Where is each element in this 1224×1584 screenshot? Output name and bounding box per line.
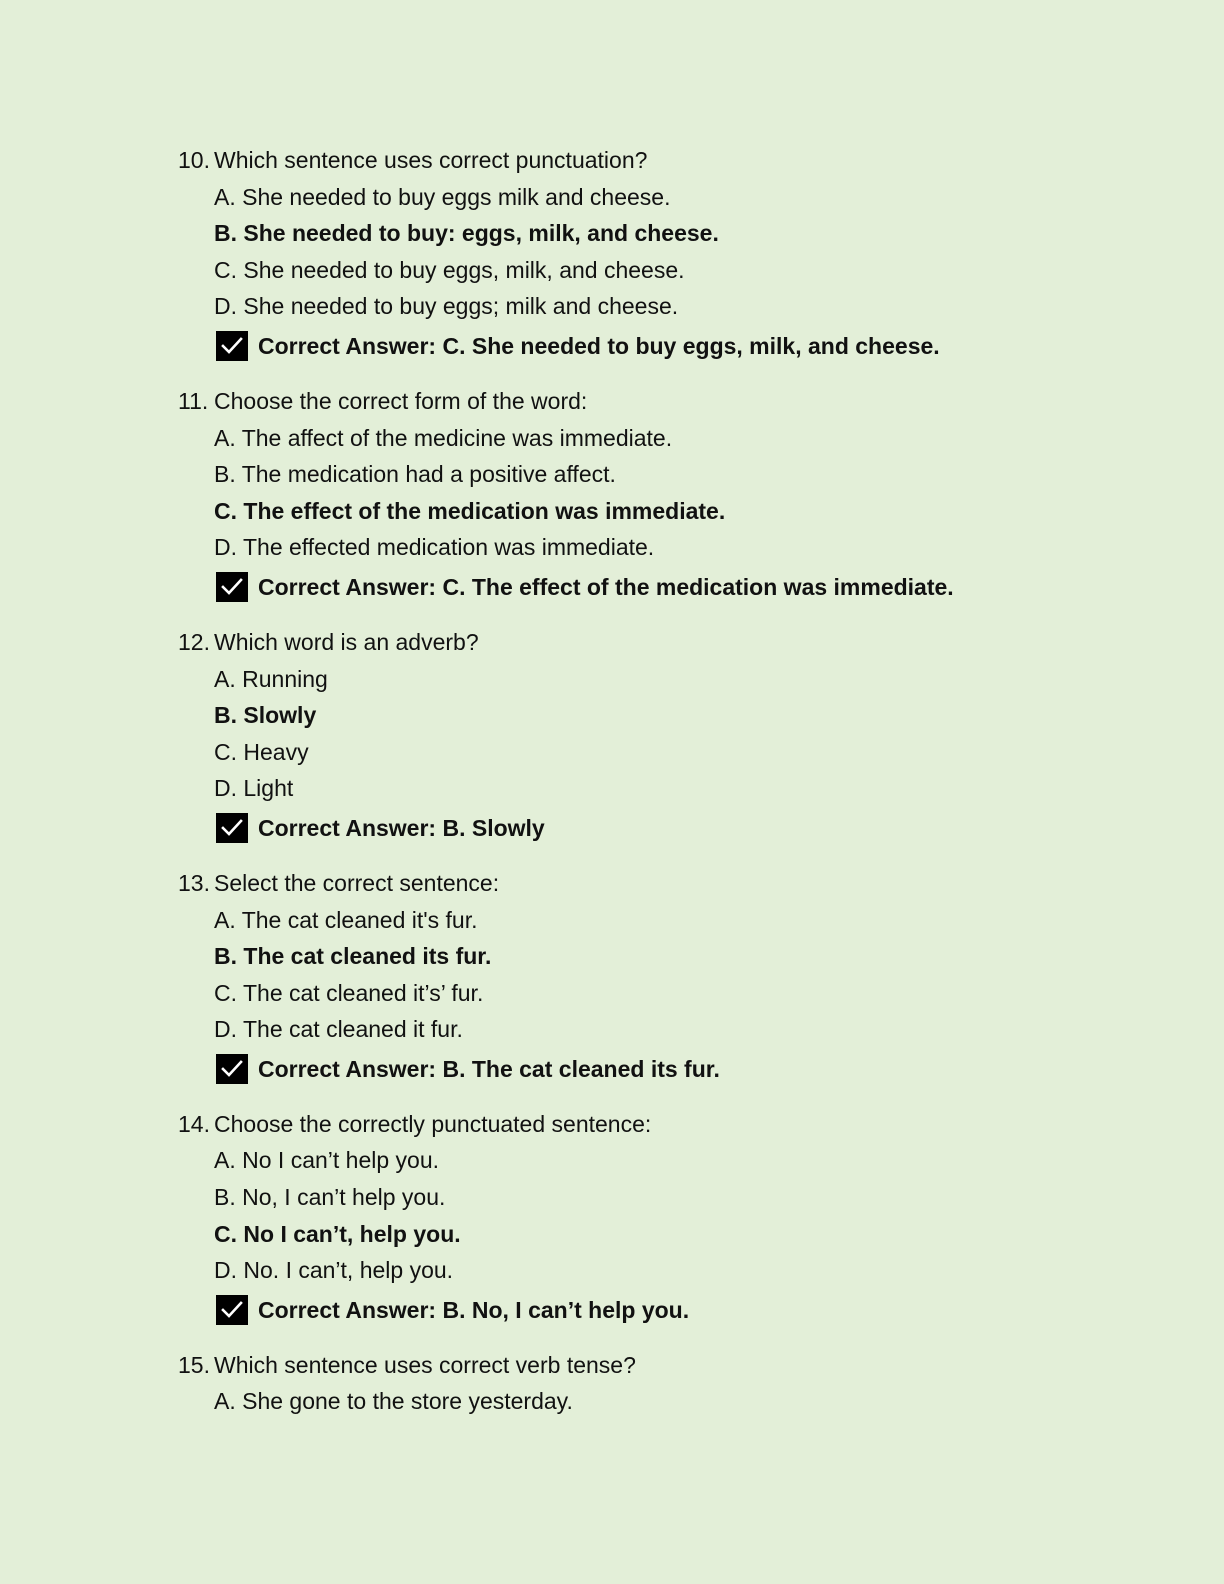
correct-answer-text: Correct Answer: B. The cat cleaned its fur. [258,1055,720,1082]
answer-option: D. The effected medication was immediate. [214,534,655,561]
question-prompt [178,383,1138,420]
answer-option: C. She needed to buy eggs, milk, and cheese. [214,256,685,283]
answer-option: A. Running [214,665,328,692]
checkbox-check-icon [216,1054,248,1084]
question-text: Select the correct sentence: [214,869,500,896]
question-prompt [178,142,1138,179]
answer-option: A. The cat cleaned it's fur. [214,906,478,933]
answer-option: A. No I can’t help you. [214,1147,440,1174]
question-text: Choose the correctly punctuated sentence: [214,1110,652,1137]
correct-answer-text: Correct Answer: C. The effect of the medication was immediate. [258,573,954,600]
answer-option: B. No, I can’t help you. [214,1184,446,1211]
answer-option: B. The cat cleaned its fur. [214,943,492,970]
answer-option: C. No I can’t, help you. [214,1220,461,1247]
question-number: 14. [178,1110,210,1137]
answer-option: B. She needed to buy: eggs, milk, and cheese. [214,220,719,247]
question-10 [178,142,1138,367]
question-text: Choose the correct form of the word: [214,387,588,414]
question-14 [178,1106,1138,1331]
question-text: Which sentence uses correct verb tense? [214,1351,636,1378]
question-number: 13. [178,869,210,896]
question-prompt [178,1347,1138,1384]
answer-option: B. Slowly [214,702,317,729]
question-text: Which sentence uses correct punctuation? [214,147,648,173]
answer-option: A. The affect of the medicine was immediate. [214,424,673,451]
question-list [178,142,1138,1436]
answer-option: A. She gone to the store yesterday. [214,1388,573,1415]
checkbox-check-icon [216,331,248,361]
correct-answer [178,566,1138,608]
answer-option: A. She needed to buy eggs milk and cheese. [214,183,671,210]
answer-option: B. The medication had a positive affect. [214,461,616,488]
question-12 [178,624,1138,849]
answer-option: C. Heavy [214,738,309,765]
answer-option: D. She needed to buy eggs; milk and cheese. [214,293,679,320]
correct-answer [178,1289,1138,1331]
checkbox-check-icon [216,813,248,843]
correct-answer-text: Correct Answer: B. Slowly [258,814,545,841]
question-13 [178,865,1138,1090]
answer-option: D. No. I can’t, help you. [214,1257,454,1284]
question-number: 10. [178,147,210,173]
correct-answer [178,325,1138,367]
answer-option: C. The effect of the medication was immediate. [214,497,726,524]
question-11 [178,383,1138,608]
answer-option: D. The cat cleaned it fur. [214,1016,463,1043]
checkbox-check-icon [216,1295,248,1325]
question-prompt [178,624,1138,661]
question-number: 15. [178,1351,210,1378]
question-number: 12. [178,628,210,655]
answer-option: C. The cat cleaned it’s’ fur. [214,979,484,1006]
question-text: Which word is an adverb? [214,628,479,655]
checkbox-check-icon [216,572,248,602]
question-prompt [178,1106,1138,1143]
correct-answer [178,1048,1138,1090]
question-prompt [178,865,1138,902]
question-15 [178,1347,1138,1420]
question-number: 11. [178,387,209,414]
correct-answer-text: Correct Answer: B. No, I can’t help you. [258,1296,690,1323]
correct-answer [178,807,1138,849]
answer-option: D. Light [214,775,294,802]
correct-answer-text: Correct Answer: C. She needed to buy eggs, milk, and cheese. [258,332,940,359]
